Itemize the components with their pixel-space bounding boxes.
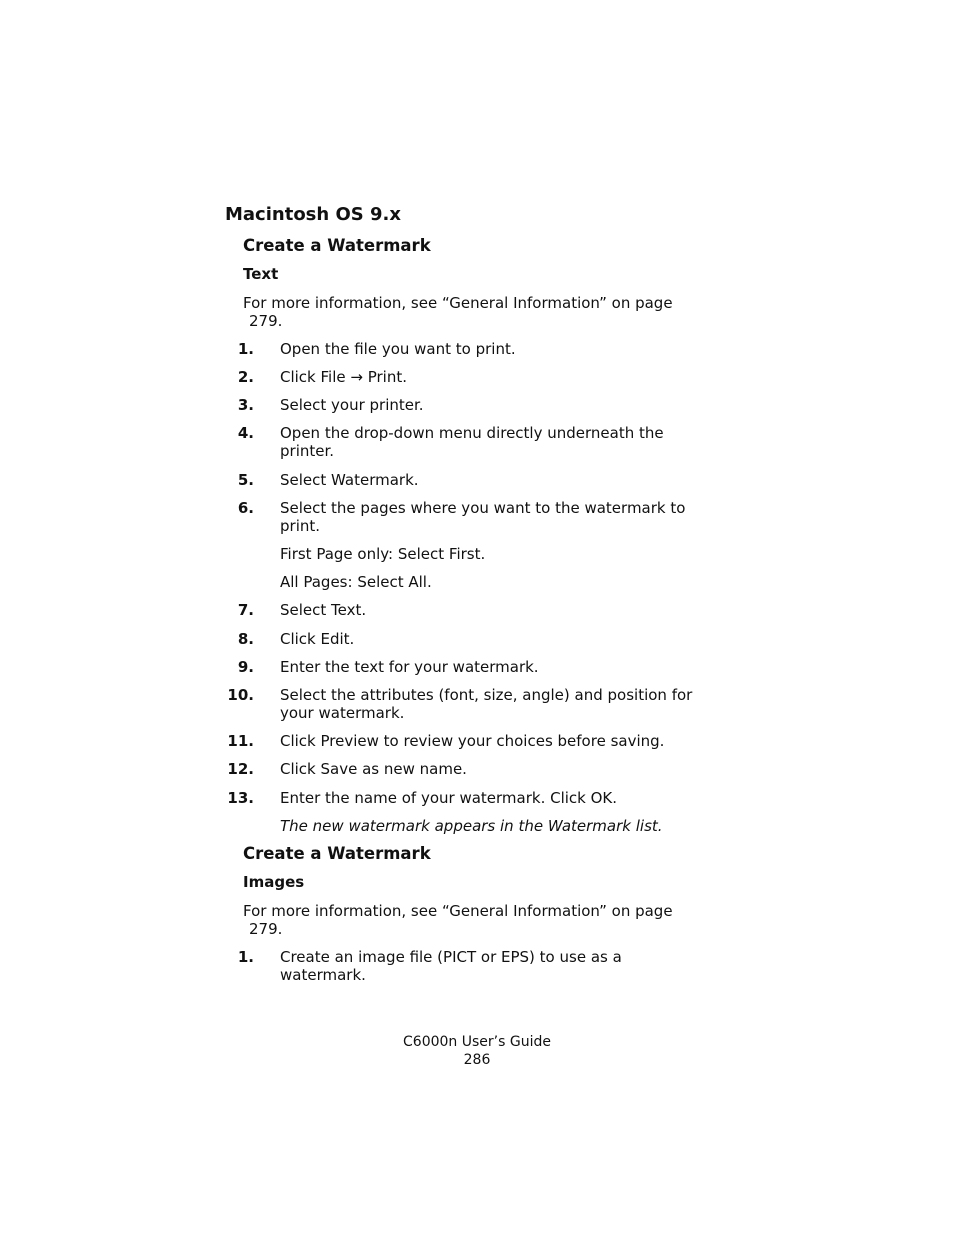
step-number: 9. xyxy=(237,658,254,676)
step-number: 4. xyxy=(237,424,254,442)
step-text: Enter the name of your watermark. Click OK. xyxy=(280,789,618,807)
step-text: Select the attributes (font, size, angle) and position for xyxy=(280,686,693,704)
step-number: 12. xyxy=(227,760,254,778)
footer-page-number: 286 xyxy=(463,1052,491,1068)
step-number: 6. xyxy=(237,499,254,517)
step-number: 7. xyxy=(237,601,254,619)
step-text: Create an image file (PICT or EPS) to use as a xyxy=(280,948,622,966)
step-text: Select Watermark. xyxy=(280,471,419,489)
step-number: 2. xyxy=(237,368,254,386)
part2-heading: Create a Watermark xyxy=(243,844,431,863)
step-number: 3. xyxy=(237,396,254,414)
step-text: watermark. xyxy=(280,966,366,984)
step-note: All Pages: Select All. xyxy=(280,573,432,591)
part2-info-line1: For more information, see “General Information” on page xyxy=(243,902,673,920)
step-text: printer. xyxy=(280,442,335,460)
step-number: 1. xyxy=(237,948,254,966)
step-text: Click Preview to review your choices before saving. xyxy=(280,732,665,750)
step-text: Select the pages where you want to the watermark to xyxy=(280,499,686,517)
step-number: 1. xyxy=(237,340,254,358)
step-note: First Page only: Select First. xyxy=(280,545,486,563)
section-title: Macintosh OS 9.x xyxy=(225,204,401,225)
step-text: Click Save as new name. xyxy=(280,760,467,778)
step-text: Click File → Print. xyxy=(280,368,407,386)
step-text: Enter the text for your watermark. xyxy=(280,658,539,676)
step-text: Select your printer. xyxy=(280,396,424,414)
part2-subheading: Images xyxy=(243,873,305,891)
step-number: 8. xyxy=(237,630,254,648)
step-text: Open the drop-down menu directly underneath the xyxy=(280,424,664,442)
part1-info-line1: For more information, see “General Information” on page xyxy=(243,294,673,312)
step-text: print. xyxy=(280,517,321,535)
footer-guide-title: C6000n User’s Guide xyxy=(403,1034,551,1050)
part2-info-line2: 279. xyxy=(249,920,283,938)
step-number: 10. xyxy=(227,686,254,704)
step-number: 13. xyxy=(227,789,254,807)
step-text: your watermark. xyxy=(280,704,405,722)
part1-info-line2: 279. xyxy=(249,312,283,330)
step-text: Click Edit. xyxy=(280,630,355,648)
step-text: Select Text. xyxy=(280,601,367,619)
result-note: The new watermark appears in the Watermark list. xyxy=(280,817,663,835)
step-number: 11. xyxy=(227,732,254,750)
step-text: Open the file you want to print. xyxy=(280,340,516,358)
part1-subheading: Text xyxy=(243,265,279,283)
part1-heading: Create a Watermark xyxy=(243,236,431,255)
step-number: 5. xyxy=(237,471,254,489)
